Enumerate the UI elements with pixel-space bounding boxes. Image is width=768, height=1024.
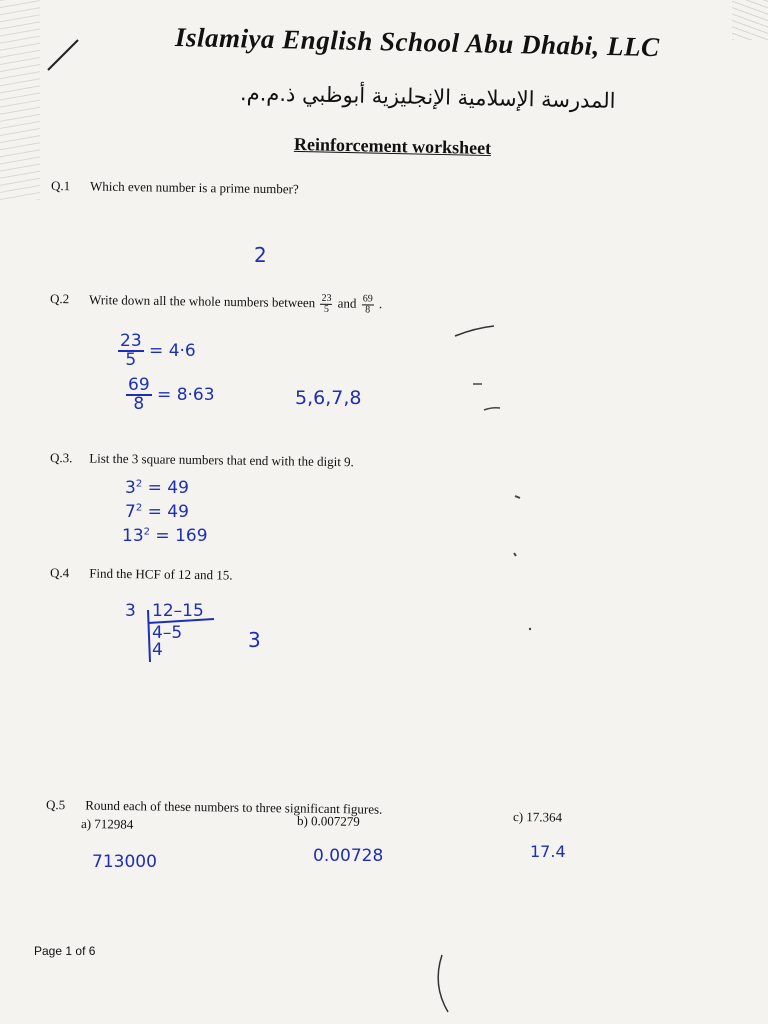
work-3-line-2-result: = 49 <box>147 502 189 522</box>
hcf-row-2: 4–5 <box>152 623 183 643</box>
fraction-1-denominator: 5 <box>323 303 329 315</box>
work-3-line-3-result: = 169 <box>155 526 208 546</box>
pen-stroke-bottom <box>438 955 448 1012</box>
question-3-text: List the 3 square numbers that end with the digit 9. <box>89 450 354 470</box>
page-total: 6 <box>88 944 96 958</box>
question-2-text: Write down all the whole numbers between <box>88 292 316 311</box>
question-2-joiner: and <box>337 295 357 311</box>
work-3-line-1-base: 3 <box>125 478 136 498</box>
page-current: 1 <box>65 944 73 958</box>
work-3-line-2-exponent: 2 <box>135 502 143 514</box>
question-5-number: Q.5 <box>45 797 66 813</box>
pen-dot-q4 <box>529 628 531 630</box>
page-prefix: Page <box>34 944 63 958</box>
question-4 <box>50 565 233 584</box>
hcf-division-vertical <box>148 610 150 662</box>
question-2-number: Q.2 <box>49 291 70 307</box>
answer-1: 2 <box>254 243 267 267</box>
pen-stroke-q2-a <box>455 326 494 336</box>
hcf-row-1: 12–15 <box>152 601 204 621</box>
work-3-line-2-base: 7 <box>125 502 136 522</box>
work-3-line-1-result: = 49 <box>147 478 189 498</box>
pen-stroke-topleft <box>48 40 78 70</box>
work-2-line-1-fraction <box>118 333 144 369</box>
hcf-divisor: 3 <box>125 601 136 621</box>
answer-5a: 713000 <box>92 852 157 872</box>
work-3-line-3-exponent: 2 <box>143 526 151 538</box>
question-3-number: Q.3. <box>49 450 73 466</box>
question-5-part-a: a) 712984 <box>80 816 134 832</box>
work-3-line-1-exponent: 2 <box>135 478 143 490</box>
answer-5c: 17.4 <box>530 842 566 861</box>
work-3-line-1 <box>125 478 189 498</box>
work-3-line-3-base: 13 <box>122 526 144 546</box>
question-2-fraction-2 <box>362 294 374 315</box>
question-4-number: Q.4 <box>49 565 70 581</box>
school-name-english: Islamiya English School Abu Dhabi, LLC <box>174 22 660 63</box>
work-2-line-2-result: = 8·63 <box>157 385 215 405</box>
question-2-period: . <box>378 296 383 312</box>
fraction-2-denominator: 8 <box>365 304 371 316</box>
question-1 <box>51 178 299 197</box>
question-1-text: Which even number is a prime number? <box>89 178 299 197</box>
question-5-text: Round each of these numbers to three significant figures. <box>85 797 383 817</box>
question-5-part-b: b) 0.007279 <box>296 813 360 829</box>
work-2-line-2-numerator: 69 <box>128 375 150 395</box>
answer-4: 3 <box>248 628 261 652</box>
work-2-line-1 <box>118 333 196 369</box>
worksheet-title: Reinforcement worksheet <box>293 133 492 159</box>
hcf-row-3: 4 <box>152 640 163 660</box>
work-2-line-2-denominator: 8 <box>133 394 145 414</box>
question-5-part-c: c) 17.364 <box>512 809 563 825</box>
pen-dot-q3-b <box>514 553 516 556</box>
question-2-fraction-1 <box>320 294 332 315</box>
work-2-line-2-fraction <box>126 377 152 413</box>
page-of: of <box>75 944 86 958</box>
page-number <box>34 944 95 958</box>
pen-stroke-q2-c <box>484 408 500 410</box>
work-2-line-1-denominator: 5 <box>125 350 137 370</box>
question-4-text: Find the HCF of 12 and 15. <box>89 565 233 583</box>
school-name-arabic: المدرسة الإسلامية الإنجليزية أبوظبي ذ.م.م. <box>239 81 616 113</box>
work-2-line-1-result: = 4·6 <box>149 341 196 361</box>
question-1-number: Q.1 <box>50 178 71 194</box>
work-3-line-3 <box>122 526 208 546</box>
fraction-2-numerator: 69 <box>362 293 373 305</box>
work-2-line-1-numerator: 23 <box>120 331 142 351</box>
answer-2: 5,6,7,8 <box>295 387 362 409</box>
fraction-1-numerator: 23 <box>321 292 332 304</box>
work-3-line-2 <box>125 502 189 522</box>
pen-dot-q3-a <box>515 496 520 498</box>
work-2-line-2 <box>126 377 215 413</box>
answer-5b: 0.00728 <box>313 846 384 866</box>
